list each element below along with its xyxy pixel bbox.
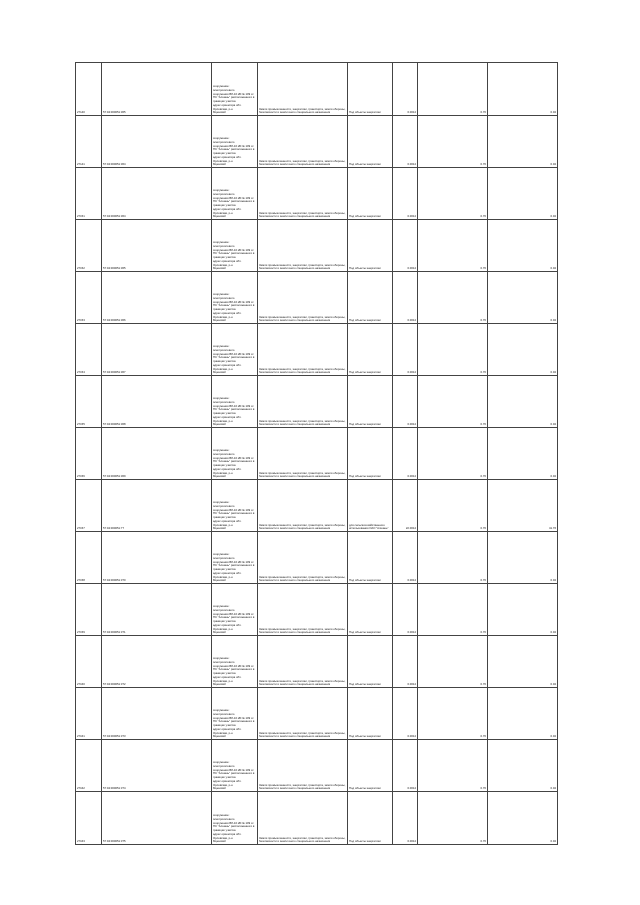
table-row xyxy=(76,376,558,428)
amount-cell: 0.04 xyxy=(488,324,558,376)
row-number-cell: 27152 xyxy=(76,220,102,272)
table-row xyxy=(76,792,558,845)
permitted-use-cell: Под объекты энергетики xyxy=(348,272,393,324)
table-row xyxy=(76,63,558,116)
amount-cell: 0.04 xyxy=(488,272,558,324)
amount-cell: 0.04 xyxy=(488,63,558,116)
object-description-cell: сооружение: электросетевого сооружения ВЛ-10 кВ № 109 от ПС "Алшань" расположенного в границах участка адрес ориентира обл. Орловская, р-н Мценский xyxy=(212,272,258,324)
amount-cell: 41.76 xyxy=(488,480,558,532)
cadastral-number-cell: 57:04:000051:374 xyxy=(102,740,212,792)
object-description-cell: сооружение: электросетевого сооружения ВЛ-10 кВ № 109 от ПС "Алшань" расположенного в границах участка адрес ориентира обл. Орловская, р-н Мценский xyxy=(212,792,258,845)
table-row xyxy=(76,220,558,272)
table-row xyxy=(76,584,558,636)
amount-cell: 0.04 xyxy=(488,116,558,168)
land-category-cell: Земли промышленности, энергетики, транспорта, земли обороны, безопасности и земли иного специального назначения xyxy=(258,428,348,480)
row-number-cell: 27158 xyxy=(76,532,102,584)
table-row xyxy=(76,428,558,480)
area-cell: 0.0014 xyxy=(393,376,418,428)
cadastral-number-cell: 57:04:000051:364 xyxy=(102,116,212,168)
rate-cell: 0.76 xyxy=(418,532,488,584)
area-cell: 0.0014 xyxy=(393,792,418,845)
land-plot-table xyxy=(75,62,558,845)
row-number-cell: 27157 xyxy=(76,480,102,532)
cadastral-number-cell: 57:04:000051:373 xyxy=(102,688,212,740)
amount-cell: 0.04 xyxy=(488,688,558,740)
land-category-cell: Земли промышленности, энергетики, транспорта, земли обороны, безопасности и земли иного специального назначения xyxy=(258,792,348,845)
land-category-cell: Земли промышленности, энергетики, транспорта, земли обороны, безопасности и земли иного специального назначения xyxy=(258,740,348,792)
area-cell: 0.0014 xyxy=(393,584,418,636)
permitted-use-cell: Под объекты энергетики xyxy=(348,63,393,116)
amount-cell: 0.04 xyxy=(488,532,558,584)
land-category-cell: Земли промышленности, энергетики, транспорта, земли обороны, безопасности и земли иного специального назначения xyxy=(258,584,348,636)
rate-cell: 0.76 xyxy=(418,220,488,272)
row-number-cell: 27160 xyxy=(76,636,102,688)
land-category-cell: Земли промышленности, энергетики, транспорта, земли обороны, безопасности и земли иного специального назначения xyxy=(258,636,348,688)
permitted-use-cell: Под объекты энергетики xyxy=(348,636,393,688)
table-row xyxy=(76,480,558,532)
area-cell: 0.0014 xyxy=(393,428,418,480)
row-number-cell: 27159 xyxy=(76,584,102,636)
rate-cell: 0.76 xyxy=(418,740,488,792)
table-row xyxy=(76,324,558,376)
land-category-cell: Земли промышленности, энергетики, транспорта, земли обороны, безопасности и земли иного специального назначения xyxy=(258,480,348,532)
rate-cell: 0.76 xyxy=(418,428,488,480)
permitted-use-cell: для сельскохозяйственного использования ОАО "Алшань" xyxy=(348,480,393,532)
rate-cell: 0.76 xyxy=(418,636,488,688)
rate-cell: 0.76 xyxy=(418,168,488,220)
row-number-cell: 27153 xyxy=(76,272,102,324)
rate-cell: 0.76 xyxy=(418,63,488,116)
cadastral-number-cell: 57:04:000051:369 xyxy=(102,428,212,480)
amount-cell: 0.04 xyxy=(488,428,558,480)
land-category-cell: Земли промышленности, энергетики, транспорта, земли обороны, безопасности и земли иного специального назначения xyxy=(258,272,348,324)
table-row xyxy=(76,688,558,740)
land-category-cell: Земли промышленности, энергетики, транспорта, земли обороны, безопасности и земли иного специального назначения xyxy=(258,532,348,584)
rate-cell: 0.76 xyxy=(418,584,488,636)
row-number-cell: 27141 xyxy=(76,116,102,168)
permitted-use-cell: Под объекты энергетики xyxy=(348,584,393,636)
table-row xyxy=(76,532,558,584)
object-description-cell: сооружение: электросетевого сооружения ВЛ-10 кВ № 109 от ПС "Алшань" расположенного в границах участка адрес ориентира обл. Орловская, р-н Мценский xyxy=(212,688,258,740)
area-cell: 0.0014 xyxy=(393,220,418,272)
table-row xyxy=(76,740,558,792)
object-description-cell: сооружение: электросетевого сооружения ВЛ-10 кВ № 109 от ПС "Алшань" расположенного в границах участка адрес ориентира обл. Орловская, р-н Мценский xyxy=(212,740,258,792)
area-cell: 0.0014 xyxy=(393,688,418,740)
permitted-use-cell: Под объекты энергетики xyxy=(348,220,393,272)
object-description-cell: сооружение: электросетевого сооружения ВЛ-10 кВ № 109 от ПС "Алшань" расположенного в границах участка адрес ориентира обл. Орловская, р-н Мценский xyxy=(212,116,258,168)
row-number-cell: 27156 xyxy=(76,428,102,480)
land-category-cell: Земли промышленности, энергетики, транспорта, земли обороны, безопасности и земли иного специального назначения xyxy=(258,220,348,272)
rate-cell: 0.76 xyxy=(418,116,488,168)
cadastral-number-cell: 57:04:000051:364 xyxy=(102,168,212,220)
object-description-cell: сооружение: электросетевого сооружения ВЛ-10 кВ № 109 от ПС "Алшань" расположенного в границах участка адрес ориентира обл. Орловская, р-н Мценский xyxy=(212,324,258,376)
area-cell: 0.0014 xyxy=(393,272,418,324)
area-cell: 0.0014 xyxy=(393,532,418,584)
area-cell: 0.0014 xyxy=(393,168,418,220)
table-row xyxy=(76,272,558,324)
object-description-cell: сооружение: электросетевого сооружения ВЛ-10 кВ № 109 от ПС "Алшань" расположенного в границах участка адрес ориентира обл. Орловская, р-н Мценский xyxy=(212,63,258,116)
rate-cell: 0.76 xyxy=(418,480,488,532)
permitted-use-cell: Под объекты энергетики xyxy=(348,532,393,584)
row-number-cell: 27155 xyxy=(76,376,102,428)
rate-cell: 0.76 xyxy=(418,792,488,845)
area-cell: 0.0014 xyxy=(393,324,418,376)
permitted-use-cell: Под объекты энергетики xyxy=(348,376,393,428)
object-description-cell: сооружение: электросетевого сооружения ВЛ-10 кВ № 109 от ПС "Алшань" расположенного в границах участка адрес ориентира обл. Орловская, р-н Мценский xyxy=(212,584,258,636)
rate-cell: 0.76 xyxy=(418,272,488,324)
amount-cell: 0.04 xyxy=(488,636,558,688)
area-cell: 22.0014 xyxy=(393,480,418,532)
cadastral-number-cell: 57:04:000051:365 xyxy=(102,220,212,272)
rate-cell: 0.76 xyxy=(418,376,488,428)
object-description-cell: сооружение: электросетевого сооружения ВЛ-10 кВ № 109 от ПС "Алшань" расположенного в границах участка адрес ориентира обл. Орловская, р-н Мценский xyxy=(212,636,258,688)
area-cell: 0.0014 xyxy=(393,636,418,688)
amount-cell: 0.04 xyxy=(488,220,558,272)
object-description-cell: сооружение: электросетевого сооружения ВЛ-10 кВ № 109 от ПС "Алшань" расположенного в границах участка адрес ориентира обл. Орловская, р-н Мценский xyxy=(212,168,258,220)
amount-cell: 0.04 xyxy=(488,740,558,792)
permitted-use-cell: Под объекты энергетики xyxy=(348,792,393,845)
object-description-cell: сооружение: электросетевого сооружения ВЛ-10 кВ № 109 от ПС "Алшань" расположенного в границах участка адрес ориентира обл. Орловская, р-н Мценский xyxy=(212,532,258,584)
cadastral-number-cell: 57:04:000051:367 xyxy=(102,324,212,376)
object-description-cell: сооружение: электросетевого сооружения ВЛ-10 кВ № 109 от ПС "Алшань" расположенного в границах участка адрес ориентира обл. Орловская, р-н Мценский xyxy=(212,480,258,532)
cadastral-number-cell: 57:04:000051:365 xyxy=(102,63,212,116)
row-number-cell: 27151 xyxy=(76,168,102,220)
cadastral-number-cell: 57:04:000051:375 xyxy=(102,792,212,845)
land-category-cell: Земли промышленности, энергетики, транспорта, земли обороны, безопасности и земли иного специального назначения xyxy=(258,324,348,376)
row-number-cell: 27161 xyxy=(76,688,102,740)
permitted-use-cell: Под объекты энергетики xyxy=(348,428,393,480)
permitted-use-cell: Под объекты энергетики xyxy=(348,688,393,740)
permitted-use-cell: Под объекты энергетики xyxy=(348,168,393,220)
permitted-use-cell: Под объекты энергетики xyxy=(348,324,393,376)
land-category-cell: Земли промышленности, энергетики, транспорта, земли обороны, безопасности и земли иного специального назначения xyxy=(258,376,348,428)
row-number-cell: 27162 xyxy=(76,740,102,792)
land-category-cell: Земли промышленности, энергетики, транспорта, земли обороны, безопасности и земли иного специального назначения xyxy=(258,688,348,740)
amount-cell: 0.04 xyxy=(488,584,558,636)
object-description-cell: сооружение: электросетевого сооружения ВЛ-10 кВ № 109 от ПС "Алшань" расположенного в границах участка адрес ориентира обл. Орловская, р-н Мценский xyxy=(212,376,258,428)
area-cell: 0.0014 xyxy=(393,63,418,116)
rate-cell: 0.76 xyxy=(418,324,488,376)
cadastral-number-cell: 57:04:000051:366 xyxy=(102,272,212,324)
rate-cell: 0.76 xyxy=(418,688,488,740)
amount-cell: 0.04 xyxy=(488,168,558,220)
permitted-use-cell: Под объекты энергетики xyxy=(348,116,393,168)
table-row xyxy=(76,636,558,688)
row-number-cell: 27140 xyxy=(76,63,102,116)
cadastral-number-cell: 57:04:000051:372 xyxy=(102,636,212,688)
land-category-cell: Земли промышленности, энергетики, транспорта, земли обороны, безопасности и земли иного специального назначения xyxy=(258,168,348,220)
land-category-cell: Земли промышленности, энергетики, транспорта, земли обороны, безопасности и земли иного специального назначения xyxy=(258,63,348,116)
area-cell: 0.0014 xyxy=(393,740,418,792)
object-description-cell: сооружение: электросетевого сооружения ВЛ-10 кВ № 109 от ПС "Алшань" расположенного в границах участка адрес ориентира обл. Орловская, р-н Мценский xyxy=(212,428,258,480)
area-cell: 0.0014 xyxy=(393,116,418,168)
row-number-cell: 27154 xyxy=(76,324,102,376)
cadastral-number-cell: 57:04:000051:371 xyxy=(102,584,212,636)
land-category-cell: Земли промышленности, энергетики, транспорта, земли обороны, безопасности и земли иного специального назначения xyxy=(258,116,348,168)
cadastral-number-cell: 57:04:000051:368 xyxy=(102,376,212,428)
cadastral-number-cell: 57:04:000051:77 xyxy=(102,480,212,532)
row-number-cell: 27163 xyxy=(76,792,102,845)
amount-cell: 0.04 xyxy=(488,376,558,428)
object-description-cell: сооружение: электросетевого сооружения ВЛ-10 кВ № 109 от ПС "Алшань" расположенного в границах участка адрес ориентира обл. Орловская, р-н Мценский xyxy=(212,220,258,272)
cadastral-number-cell: 57:04:000051:370 xyxy=(102,532,212,584)
amount-cell: 0.04 xyxy=(488,792,558,845)
table-row xyxy=(76,168,558,220)
table-row xyxy=(76,116,558,168)
permitted-use-cell: Под объекты энергетики xyxy=(348,740,393,792)
